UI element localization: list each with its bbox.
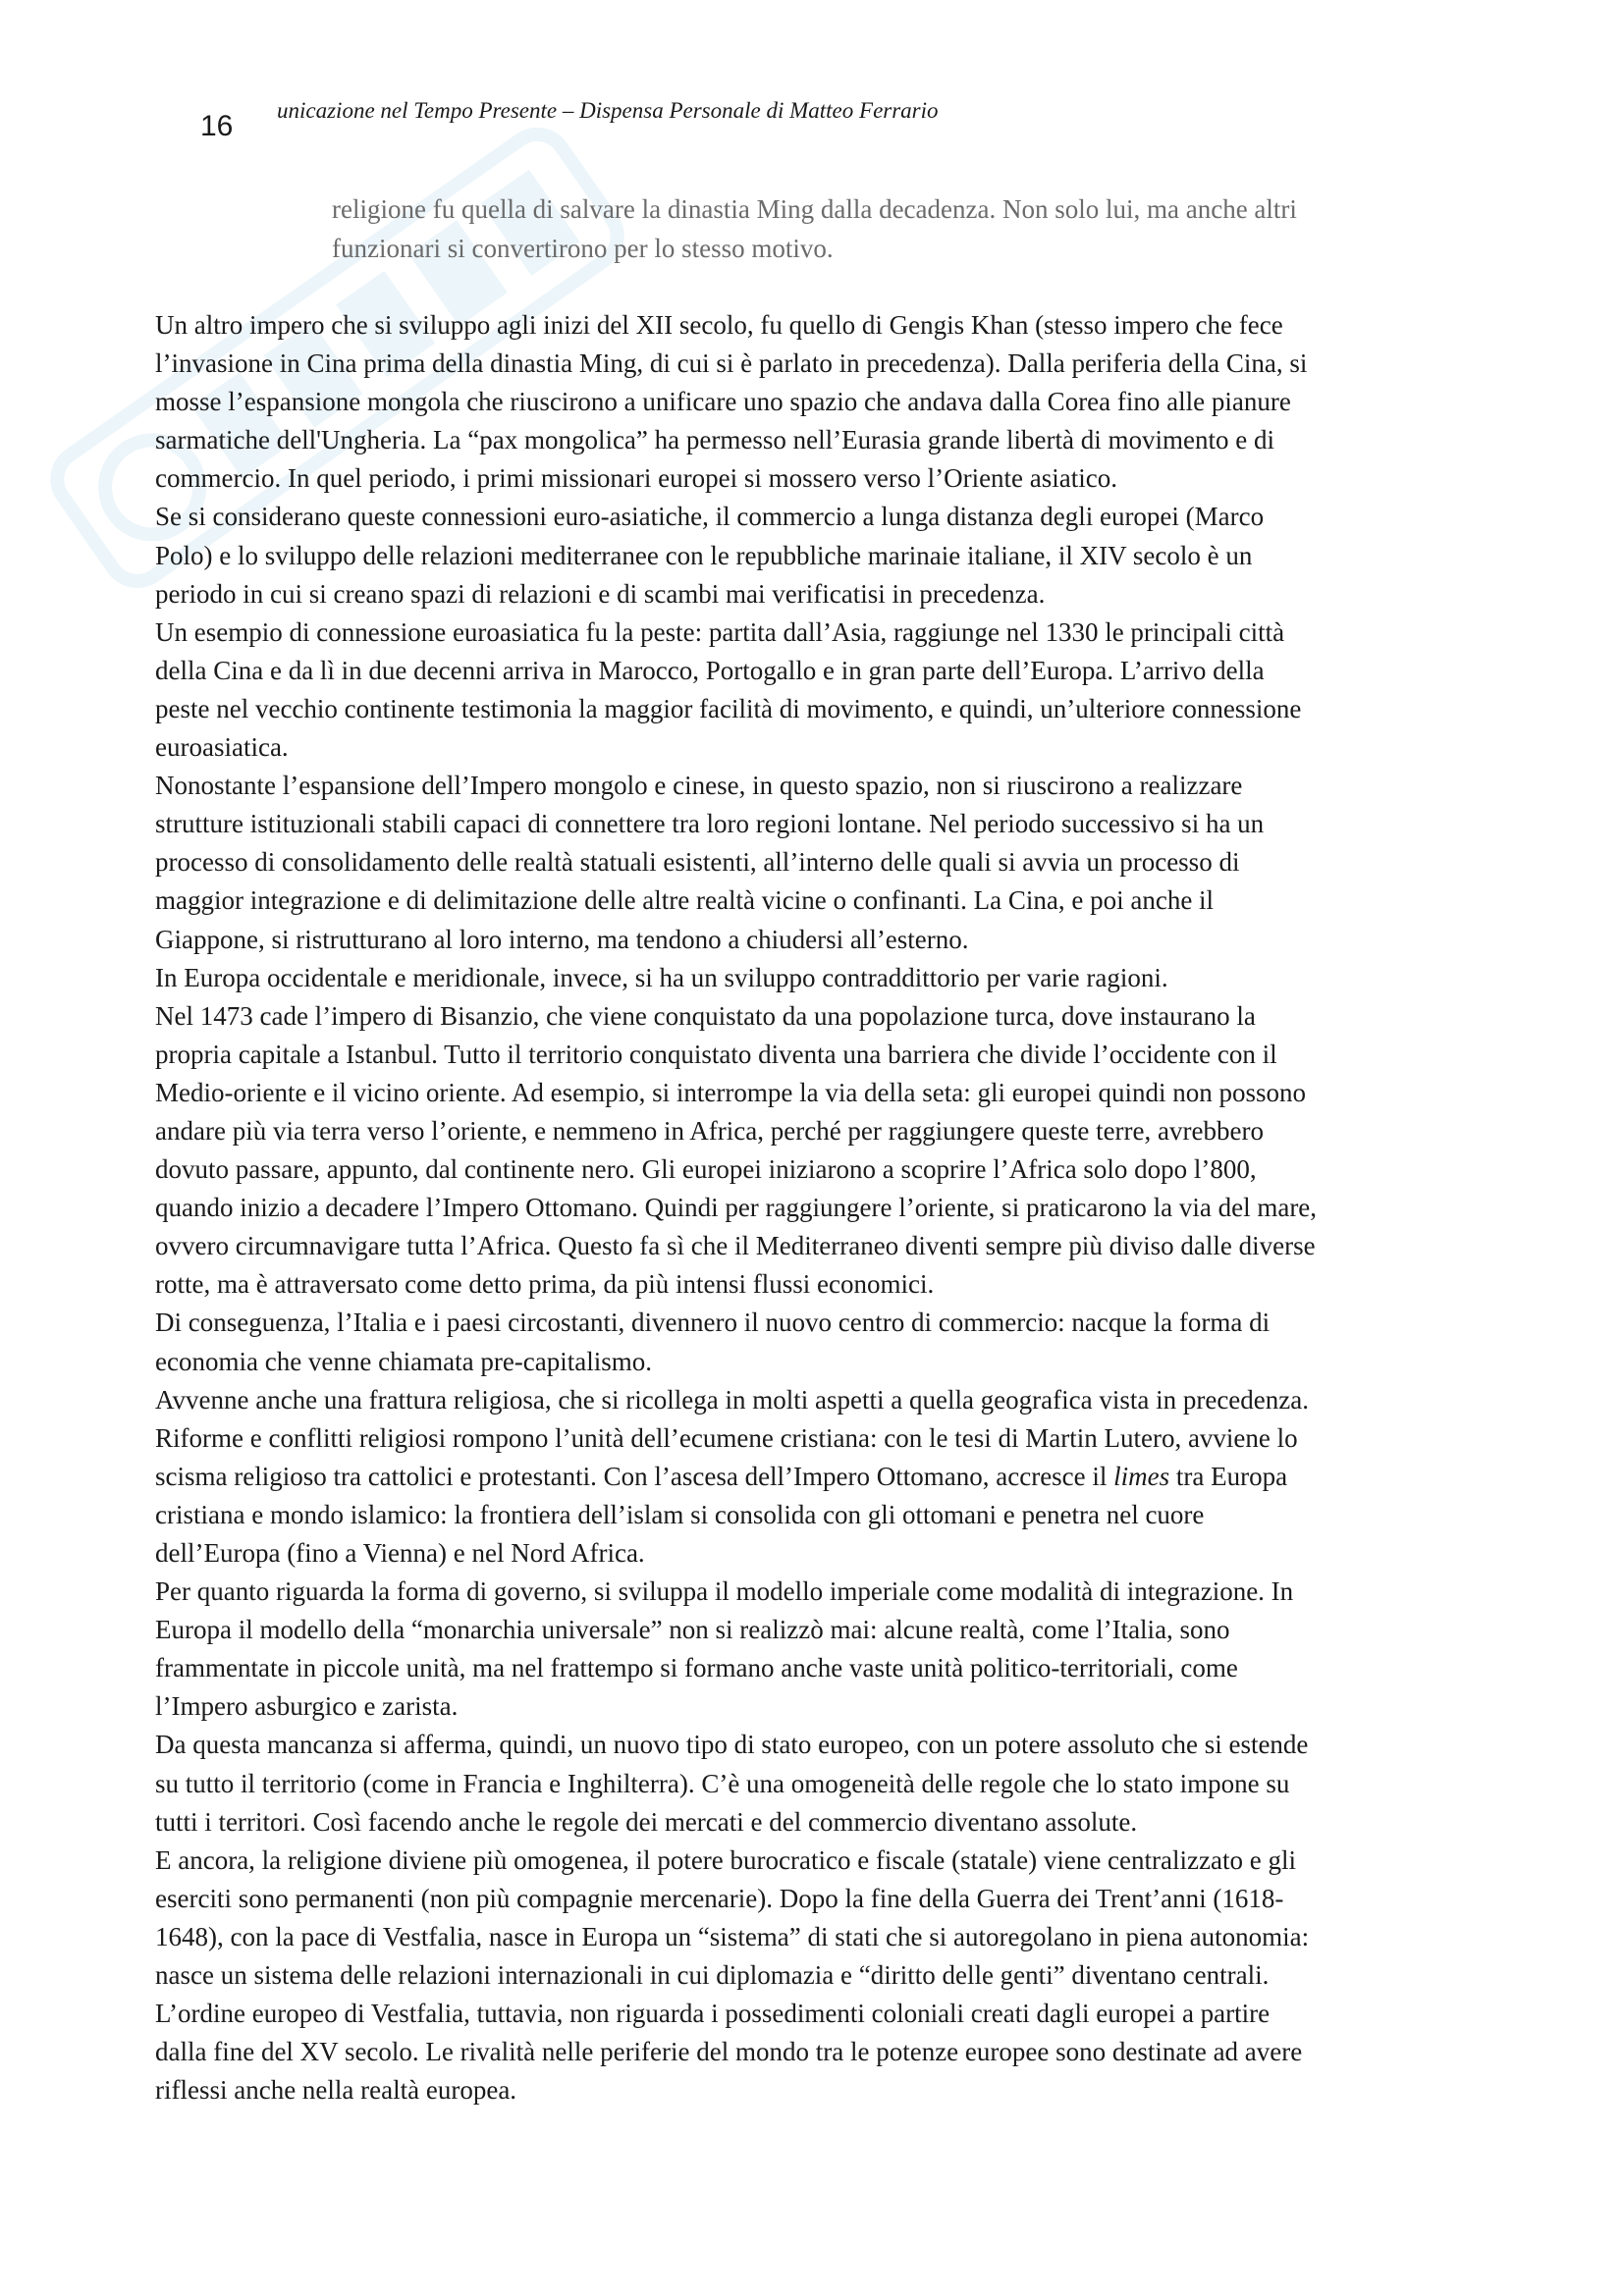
- paragraph-line: Giappone, si ristrutturano al loro interno, ma tendono a chiudersi all’esterno.: [155, 924, 969, 954]
- quote-line: religione fu quella di salvare la dinastia Ming dalla decadenza. Non solo lui, ma anche altri: [332, 194, 1297, 224]
- paragraph-line: eserciti sono permanenti (non più compagnie mercenarie). Dopo la fine della Guerra dei Trent’anni (1618-: [155, 1883, 1284, 1913]
- paragraph-line: su tutto il territorio (come in Francia e Inghilterra). C’è una omogeneità delle regole che lo stato impone su: [155, 1768, 1290, 1798]
- paragraph-line: Di conseguenza, l’Italia e i paesi circostanti, divennero il nuovo centro di commercio: nacque la forma di: [155, 1308, 1271, 1338]
- paragraph-line: l’invasione in Cina prima della dinastia Ming, di cui si è parlato in precedenza). Dalla periferia della Cina, si: [155, 348, 1308, 379]
- paragraph-line: Nonostante l’espansione dell’Impero mongolo e cinese, in questo spazio, non si riuscirono a realizzare: [155, 771, 1243, 801]
- paragraph-line: riflessi anche nella realtà europea.: [155, 2075, 517, 2106]
- paragraph-line: nasce un sistema delle relazioni internazionali in cui diplomazia e “diritto delle genti” diventano centrali.: [155, 1960, 1270, 1991]
- paragraph-line: Riforme e conflitti religiosi rompono l’unità dell’ecumene cristiana: con le tesi di Martin Lutero, avviene lo: [155, 1422, 1298, 1453]
- paragraph-line: Medio-oriente e il vicino oriente. Ad esempio, si interrompe la via della seta: gli europei quindi non possono: [155, 1077, 1306, 1107]
- paragraph: [155, 1995, 1481, 2109]
- paragraph-line: Avvenne anche una frattura religiosa, che si ricollega in molti aspetti a quella geografica vista in precedenza.: [155, 1384, 1309, 1415]
- paragraph: [155, 1842, 1481, 1995]
- running-header: unicazione nel Tempo Presente – Dispensa Personale di Matteo Ferrario: [277, 98, 939, 123]
- paragraph-line: mosse l’espansione mongola che riuscirono a unificare uno spazio che andava dalla Corea fino alle pianure: [155, 387, 1291, 417]
- paragraph-line: E ancora, la religione diviene più omogenea, il potere burocratico e fiscale (statale) viene centralizzato e gli: [155, 1844, 1296, 1875]
- paragraph: [155, 1573, 1481, 1726]
- paragraph-line: scisma religioso tra cattolici e protestanti. Con l’ascesa dell’Impero Ottomano, accresce il limes tra Europa: [155, 1461, 1288, 1491]
- paragraph-line: cristiana e mondo islamico: la frontiera dell’islam si consolida con gli ottomani e penetra nel cuore: [155, 1499, 1205, 1529]
- paragraph-line: euroasiatica.: [155, 732, 289, 763]
- quote-paragraph: [332, 190, 1451, 268]
- paragraph: [155, 997, 1481, 1305]
- paragraph-line: L’ordine europeo di Vestfalia, tuttavia, non riguarda i possedimenti coloniali creati dagli europei a partire: [155, 1999, 1271, 2029]
- paragraph: [155, 306, 1481, 498]
- paragraph-line: Europa il modello della “monarchia universale” non si realizzò mai: alcune realtà, come l’Italia, sono: [155, 1615, 1230, 1645]
- paragraph: [155, 1304, 1481, 1380]
- paragraph-line: della Cina e da lì in due decenni arriva in Marocco, Portogallo e in gran parte dell’Europa. L’arrivo della: [155, 655, 1265, 685]
- paragraph-line: peste nel vecchio continente testimonia la maggior facilità di movimento, e quindi, un’ulteriore connessione: [155, 693, 1302, 723]
- paragraph-line: dovuto passare, appunto, dal continente nero. Gli europei iniziarono a scoprire l’Africa solo dopo l’800,: [155, 1154, 1257, 1185]
- paragraph-line: dell’Europa (fino a Vienna) e nel Nord Africa.: [155, 1538, 645, 1568]
- paragraph-line: Un altro impero che si sviluppo agli inizi del XII secolo, fu quello di Gengis Khan (stesso impero che fece: [155, 310, 1283, 340]
- italic-term: limes: [1113, 1461, 1170, 1491]
- paragraph: [155, 1726, 1481, 1841]
- paragraph: [155, 959, 1481, 997]
- paragraph-line: In Europa occidentale e meridionale, invece, si ha un sviluppo contraddittorio per varie ragioni.: [155, 962, 1168, 992]
- paragraph-line: tutti i territori. Così facendo anche le regole dei mercati e del commercio diventano assolute.: [155, 1806, 1138, 1837]
- paragraph-line: Polo) e lo sviluppo delle relazioni mediterranee con le repubbliche marinaie italiane, il XIV secolo è un: [155, 540, 1253, 570]
- paragraph-line: processo di consolidamento delle realtà statuali esistenti, all’interno delle quali si avvia un processo di: [155, 847, 1240, 878]
- paragraph-line: rotte, ma è attraversato come detto prima, da più intensi flussi economici.: [155, 1269, 935, 1300]
- paragraph-line: frammentate in piccole unità, ma nel frattempo si formano anche vaste unità politico-territoriali, come: [155, 1653, 1238, 1683]
- quote-line: funzionari si convertirono per lo stesso motivo.: [332, 233, 834, 263]
- paragraph-line: ovvero circumnavigare tutta l’Africa. Questo fa sì che il Mediterraneo diventi sempre più diviso dalle diverse: [155, 1231, 1316, 1261]
- paragraph-line: Un esempio di connessione euroasiatica fu la peste: partita dall’Asia, raggiunge nel 1330 le principali città: [155, 616, 1285, 647]
- paragraph-line: Nel 1473 cade l’impero di Bisanzio, che viene conquistato da una popolazione turca, dove instaurano la: [155, 1000, 1256, 1031]
- paragraph-line: Per quanto riguarda la forma di governo, si sviluppa il modello imperiale come modalità di integrazione. In: [155, 1576, 1294, 1607]
- paragraph-line: andare più via terra verso l’oriente, e nemmeno in Africa, perché per raggiungere queste terre, avrebbero: [155, 1115, 1264, 1146]
- paragraph: [155, 498, 1481, 613]
- indented-quote: [332, 190, 1451, 268]
- paragraph: [155, 767, 1481, 958]
- paragraph: [155, 614, 1481, 767]
- paragraph-line: economia che venne chiamata pre-capitalismo.: [155, 1346, 653, 1376]
- paragraph-line: commercio. In quel periodo, i primi missionari europei si mossero verso l’Oriente asiatico.: [155, 463, 1118, 494]
- paragraph-line: strutture istituzionali stabili capaci di connettere tra loro regioni lontane. Nel periodo successivo si ha un: [155, 809, 1265, 839]
- paragraph-line: periodo in cui si creano spazi di relazioni e di scambi mai verificatisi in precedenza.: [155, 578, 1046, 609]
- paragraph-line: propria capitale a Istanbul. Tutto il territorio conquistato diventa una barriera che divide l’occidente con il: [155, 1039, 1277, 1069]
- paragraph-line: sarmatiche dell'Ungheria. La “pax mongolica” ha permesso nell’Eurasia grande libertà di movimento e di: [155, 425, 1274, 455]
- paragraph-line: 1648), con la pace di Vestfalia, nasce in Europa un “sistema” di stati che si autoregolano in piena autonomia:: [155, 1921, 1310, 1951]
- body-text: [155, 306, 1481, 2109]
- paragraph-line: l’Impero asburgico e zarista.: [155, 1691, 459, 1722]
- paragraph-line: maggior integrazione e di delimitazione delle altre realtà vicine o confinanti. La Cina, e poi anche il: [155, 885, 1215, 916]
- paragraph-line: Da questa mancanza si afferma, quindi, un nuovo tipo di stato europeo, con un potere assoluto che si estende: [155, 1730, 1309, 1760]
- page-number: 16: [200, 110, 234, 142]
- paragraph-line: quando inizio a decadere l’Impero Ottomano. Quindi per raggiungere l’oriente, si praticarono la via del mare,: [155, 1193, 1318, 1223]
- paragraph: [155, 1381, 1481, 1573]
- paragraph-line: Se si considerano queste connessioni euro-asiatiche, il commercio a lunga distanza degli europei (Marco: [155, 502, 1265, 532]
- paragraph-line: dalla fine del XV secolo. Le rivalità nelle periferie del mondo tra le potenze europee sono destinate ad avere: [155, 2037, 1303, 2067]
